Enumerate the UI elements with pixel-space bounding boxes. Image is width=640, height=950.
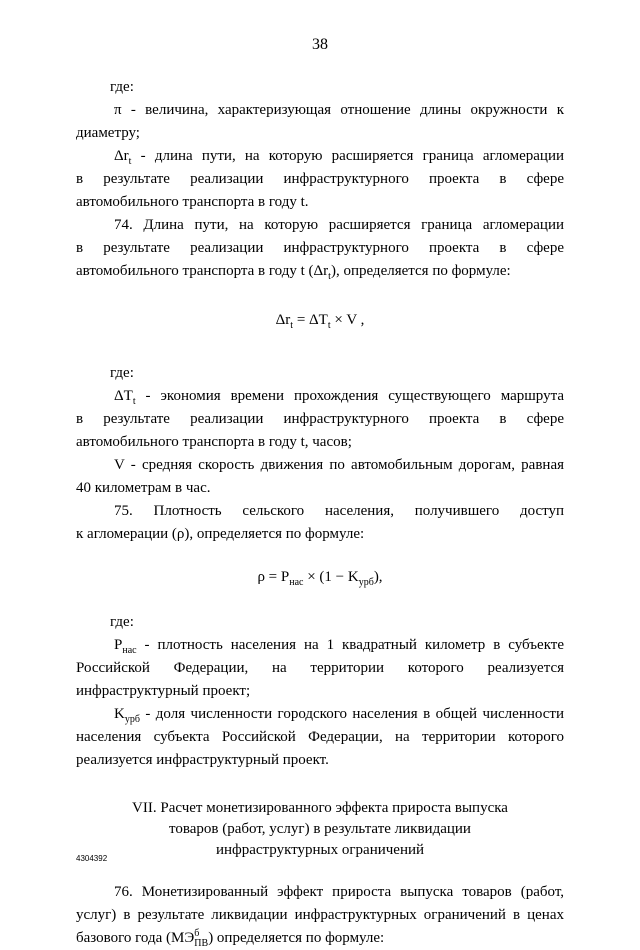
dr-definition-line1: $\Delta r_t$ - длина пути, на которую расширяется граница агломерации bbox=[114, 148, 564, 167]
p-definition-line3: инфраструктурный проект; bbox=[76, 683, 251, 699]
page-number: 38 bbox=[312, 36, 328, 53]
formula-75: $\rho = P_{нас} \times (1 - K_{урб})$, bbox=[257, 569, 383, 588]
pi-definition: π - величина, характеризующая отношение длины окружности к bbox=[114, 102, 564, 118]
pi-definition-cont: диаметру; bbox=[76, 125, 140, 141]
dt-definition-line1: $\Delta T_t$ - экономия времени прохождения существующего маршрута bbox=[114, 388, 564, 407]
where-label: где: bbox=[110, 614, 134, 630]
para74-line1: 74. Длина пути, на которую расширяется граница агломерации bbox=[114, 217, 564, 233]
para76-line2: услуг) в результате ликвидации инфраструктурных ограничений в ценах bbox=[76, 907, 564, 923]
p-symbol: P bbox=[114, 637, 123, 653]
document-code: 4304392 bbox=[76, 854, 108, 863]
para75-line1: 75. Плотность сельского населения, получившего доступ bbox=[114, 503, 564, 519]
dt-symbol: ΔT bbox=[114, 388, 133, 404]
dt-definition-line2: в результате реализации инфраструктурного проекта в сфере bbox=[76, 411, 564, 427]
k-definition-line3: реализуется инфраструктурный проект. bbox=[76, 752, 329, 768]
para74-line3: автомобильного транспорта в году t $(\Delta r_t)$, определяется по формуле: bbox=[76, 263, 511, 282]
section-heading: VII. Расчет монетизированного эффекта прироста выпуска товаров (работ, услуг) в результате ликвидации инфраструктурных ограничений bbox=[132, 800, 508, 858]
where-label: где: bbox=[110, 365, 134, 381]
p-definition-line1: $P_{нас}$ - плотность населения на 1 квадратный километр в субъекте bbox=[114, 637, 564, 656]
para74-line2: в результате реализации инфраструктурного проекта в сфере bbox=[76, 240, 564, 256]
dt-definition-line3: автомобильного транспорта в году t, часов; bbox=[76, 434, 352, 450]
dr-symbol: Δr bbox=[114, 148, 129, 164]
where-label: где: bbox=[110, 79, 134, 95]
dr-definition-line2: в результате реализации инфраструктурного проекта в сфере bbox=[76, 171, 564, 187]
formula-74: $\Delta r_t = \Delta T_t \times V$ , bbox=[275, 312, 365, 331]
document-body bbox=[76, 76, 564, 950]
para76-line1: 76. Монетизированный эффект прироста выпуска товаров (работ, bbox=[114, 884, 564, 900]
k-symbol: K bbox=[114, 706, 125, 722]
k-definition-line2: населения субъекта Российской Федерации, на территории которого bbox=[76, 729, 564, 745]
dr-definition-line3: автомобильного транспорта в году t. bbox=[76, 194, 309, 210]
k-definition-line1: $K_{урб}$ - доля численности городского населения в общей численности bbox=[114, 706, 564, 725]
v-definition-line1: V - средняя скорость движения по автомобильным дорогам, равная bbox=[114, 457, 564, 473]
para75-line2: к агломерации (ρ), определяется по формуле: bbox=[76, 526, 365, 542]
v-definition-line2: 40 километрам в час. bbox=[76, 480, 211, 496]
para76-line3: базового года (МЭ б ПВ ) определяется по формуле: bbox=[76, 927, 385, 949]
p-definition-line2: Российской Федерации, на территории которого реализуется bbox=[76, 660, 564, 676]
